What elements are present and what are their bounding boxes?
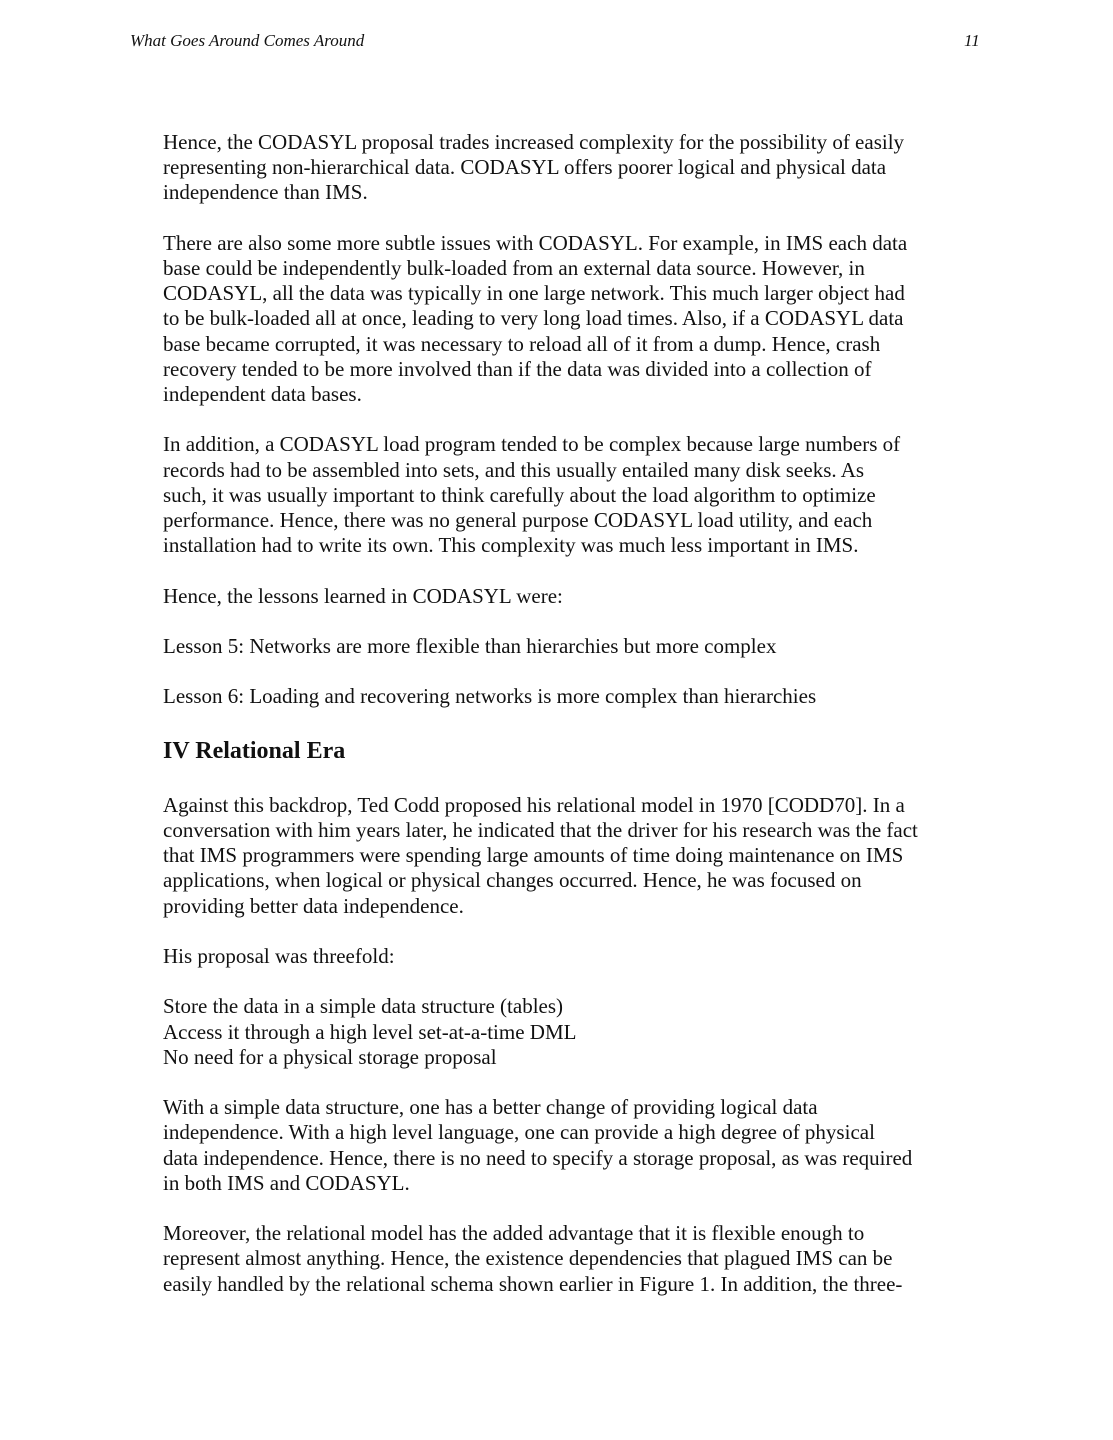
text-line: independence than IMS. <box>163 180 368 205</box>
text-line: Against this backdrop, Ted Codd proposed his relational model in 1970 [CODD70]. In a <box>163 792 905 817</box>
text-line: providing better data independence. <box>163 893 464 918</box>
paragraph <box>163 944 1023 969</box>
section-heading <box>163 735 1023 767</box>
paragraph <box>163 634 1023 659</box>
text-line: represent almost anything. Hence, the existence dependencies that plagued IMS can be <box>163 1246 893 1271</box>
page-number: 11 <box>964 31 980 50</box>
text-line: In addition, a CODASYL load program tended to be complex because large numbers of <box>163 432 901 457</box>
text-line: Access it through a high level set-at-a-time DML <box>163 1019 577 1044</box>
paragraph <box>163 130 1023 206</box>
text-line: records had to be assembled into sets, and this usually entailed many disk seeks. As <box>163 457 865 482</box>
text-line: His proposal was threefold: <box>163 943 395 968</box>
paragraph <box>163 994 1023 1070</box>
paragraph <box>163 1221 1023 1297</box>
text-line: Lesson 5: Networks are more flexible than hierarchies but more complex <box>163 634 777 658</box>
text-line: CODASYL, all the data was typically in one large network. This much larger object had <box>163 281 905 306</box>
paragraph <box>163 793 1023 919</box>
paragraph <box>163 584 1023 609</box>
text-line: such, it was usually important to think carefully about the load algorithm to optimize <box>163 482 876 507</box>
paragraph <box>163 432 1023 558</box>
text-line: There are also some more subtle issues with CODASYL. For example, in IMS each data <box>163 230 908 255</box>
paragraph <box>163 231 1023 407</box>
text-line: data independence. Hence, there is no need to specify a storage proposal, as was required <box>163 1145 913 1170</box>
text-line: independence. With a high level language, one can provide a high degree of physical <box>163 1120 875 1145</box>
paragraph <box>163 684 1023 709</box>
text-line: applications, when logical or physical changes occurred. Hence, he was focused on <box>163 868 862 893</box>
text-line: performance. Hence, there was no general purpose CODASYL load utility, and each <box>163 508 873 533</box>
text-line: Store the data in a simple data structure (tables) <box>163 994 564 1019</box>
text-line: base could be independently bulk-loaded from an external data source. However, in <box>163 256 865 280</box>
text-line: easily handled by the relational schema shown earlier in Figure 1. In addition, the three- <box>163 1271 903 1296</box>
text-line: in both IMS and CODASYL. <box>163 1170 410 1195</box>
text-line: installation had to write its own. This complexity was much less important in IMS. <box>163 533 859 558</box>
text-line: No need for a physical storage proposal <box>163 1044 497 1069</box>
text-line: Moreover, the relational model has the added advantage that it is flexible enough to <box>163 1221 865 1246</box>
text-line: Hence, the lessons learned in CODASYL were: <box>163 583 563 608</box>
text-line: With a simple data structure, one has a better change of providing logical data <box>163 1095 818 1120</box>
text-line: representing non-hierarchical data. CODASYL offers poorer logical and physical data <box>163 155 887 180</box>
text-line: that IMS programmers were spending large amounts of time doing maintenance on IMS <box>163 843 904 868</box>
text-line: conversation with him years later, he indicated that the driver for his research was the fact <box>163 817 918 842</box>
running-header-title: What Goes Around Comes Around <box>130 31 365 50</box>
page-body <box>163 130 1023 1322</box>
text-line: recovery tended to be more involved than if the data was divided into a collection of <box>163 356 872 381</box>
text-line: IV Relational Era <box>163 737 346 764</box>
text-line: Lesson 6: Loading and recovering networks is more complex than hierarchies <box>163 684 817 709</box>
text-line: base became corrupted, it was necessary to reload all of it from a dump. Hence, crash <box>163 331 881 356</box>
text-line: to be bulk-loaded all at once, leading to very long load times. Also, if a CODASYL data <box>163 306 904 331</box>
text-line: Hence, the CODASYL proposal trades increased complexity for the possibility of easily <box>163 130 905 154</box>
text-line: independent data bases. <box>163 382 362 407</box>
paragraph <box>163 1095 1023 1196</box>
